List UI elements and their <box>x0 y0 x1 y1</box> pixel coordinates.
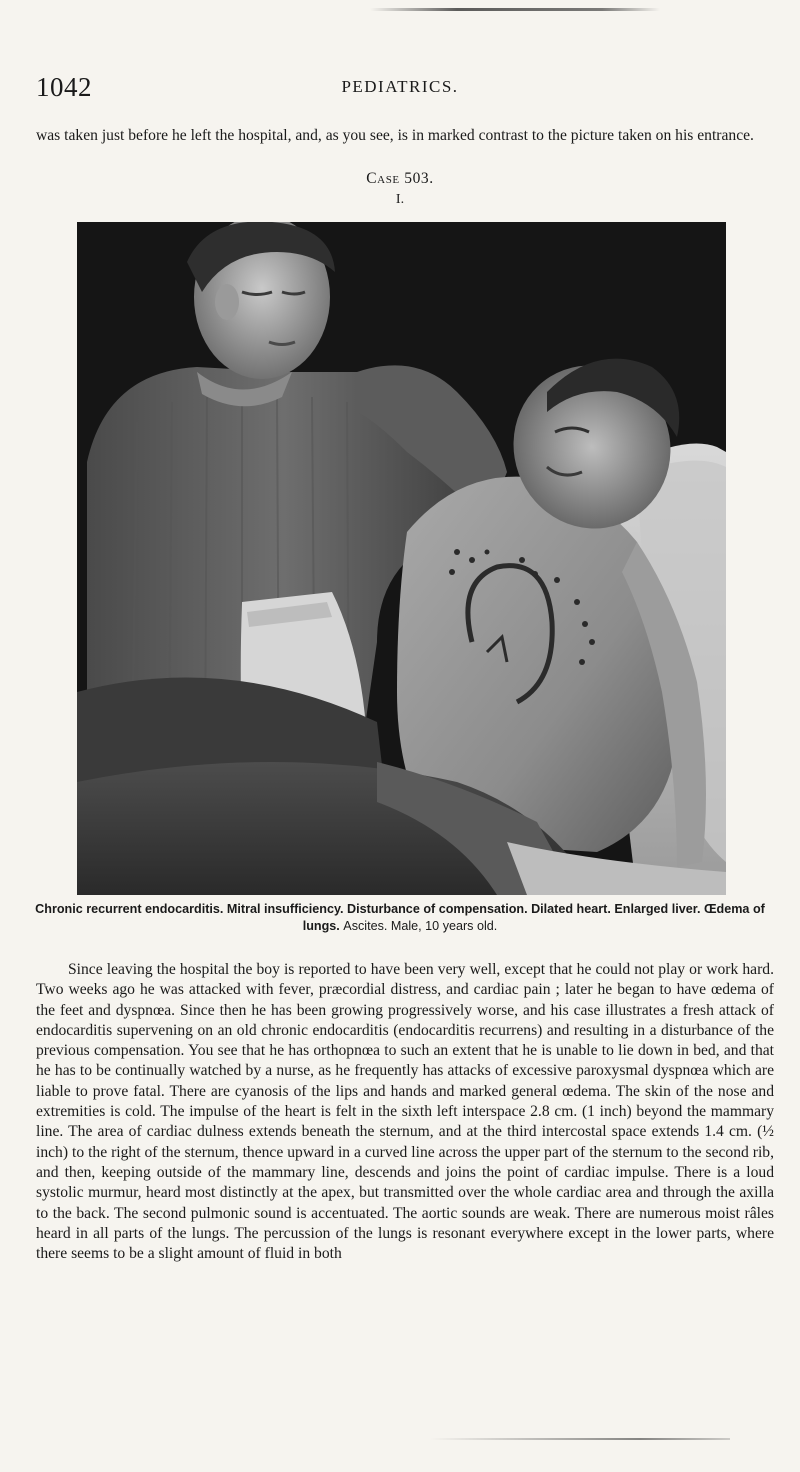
body-paragraph: Since leaving the hospital the boy is reported to have been very well, except that he could not play or work hard. Two weeks ago he was attacked with fever, præcordial distress, and cardiac pain ; later he began to have œdema of the feet and dyspnœa. Since then he has been growing progressively worse, and his case illustrates a fresh attack of endocarditis supervening on an old chronic endocarditis (endocarditis recurrens) and resulting in a disturbance of the previous compensation. You see that he has orthopnœa to such an extent that he is unable to lie down in bed, and that he has to be continually watched by a nurse, as he frequently has attacks of excessive paroxysmal dyspnœa which are liable to prove fatal. There are cyanosis of the lips and hands and marked general œdema. The skin of the nose and extremities is cold. The impulse of the heart is felt in the sixth left interspace 2.8 cm. (1 inch) beyond the mammary line. The area of cardiac dulness extends beneath the sternum, and at the third intercostal space extends 1.4 cm. (½ inch) to the right of the sternum, thence upward in a curved line across the upper part of the sternum to the second rib, and then, keeping outside of the mammary line, descends and joins the point of cardiac impulse. There is a loud systolic murmur, heard most distinctly at the apex, but transmitted over the whole cardiac area and through the axilla to the back. The second pulmonic sound is accentuated. The aortic sounds are weak. There are numerous moist râles heard in all parts of the lungs. The percussion of the lungs is resonant everywhere except in the lower parts, where there seems to be a slight amount of fluid in both <box>36 961 774 1263</box>
page-number: 1042 <box>36 72 92 102</box>
figure-caption-bold: Chronic recurrent endocarditis. Mitral insufficiency. Disturbance of compensation. Dilated heart. Enlarged liver. Œdema of lungs. <box>35 902 765 933</box>
plate-number: I. <box>395 192 405 207</box>
scan-artifact-top <box>370 8 660 11</box>
figure-caption <box>30 901 770 935</box>
case-heading: Case 503. <box>366 170 434 187</box>
intro-paragraph: was taken just before he left the hospital, and, as you see, is in marked contrast to the picture taken on his entrance. <box>36 127 754 144</box>
scan-artifact-bottom <box>430 1438 730 1440</box>
clinical-photograph <box>77 222 726 895</box>
figure-caption-light: Ascites. Male, 10 years old. <box>343 919 498 933</box>
running-head: PEDIATRICS. <box>341 77 459 96</box>
